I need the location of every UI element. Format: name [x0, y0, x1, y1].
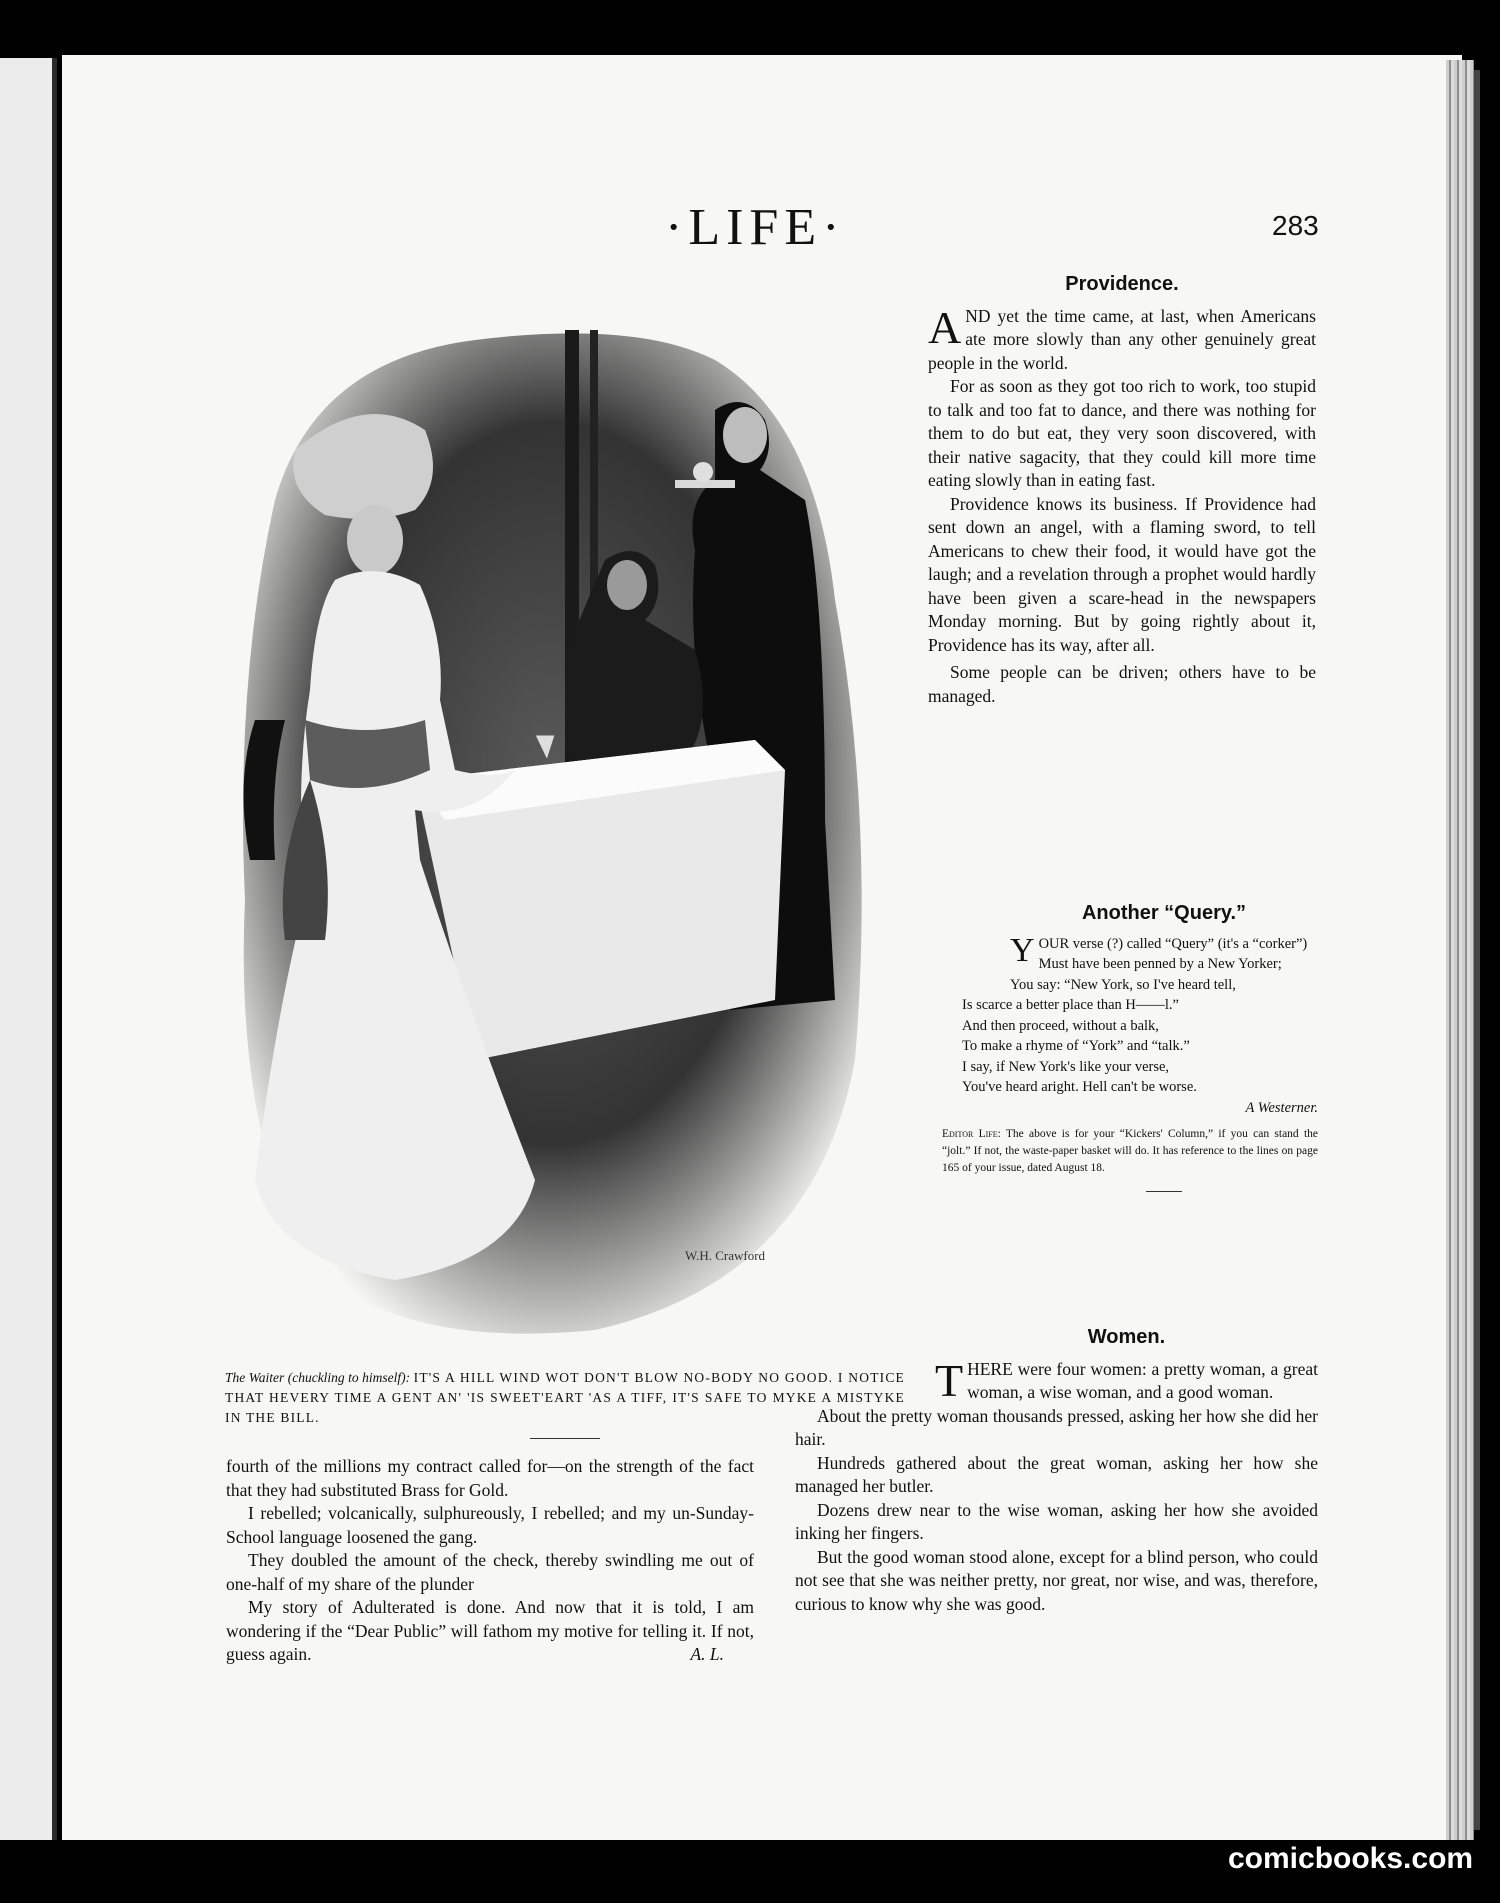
editor-note: [942, 1126, 1318, 1177]
poem-line: To make a rhyme of “York” and “talk.”: [962, 1038, 1190, 1054]
page-number: 283: [1272, 210, 1319, 241]
site-watermark: comicbooks.com: [1228, 1842, 1474, 1875]
providence-article: [928, 273, 1316, 708]
women-article: [795, 1326, 1318, 1616]
providence-paragraph-3: Providence knows its business. If Providence had sent down an angel, with a flaming sword, to tell Americans to chew their food, it would have got the laugh; and a revelation through a prophet would hardly have been given a scare-head in the newspapers Monday morning. But by going rightly about it, Providence has its way, after all.: [928, 493, 1316, 655]
providence-paragraph-1: [928, 301, 1316, 376]
editor-note-text: The above is for your “Kickers' Column,” if you can stand the “jolt.” If not, the waste-paper basket will do. It has reference to the lines on page 165 of your issue, dated August 18.: [942, 1128, 1318, 1174]
poem-line: Must have been penned by a New Yorker;: [1038, 956, 1282, 972]
providence-text: yet the time came, at last, when Americans ate more slowly than any other genuinely great people in the world.: [928, 305, 1316, 373]
left-article-paragraph: fourth of the millions my contract called for—on the strength of the fact that they had substituted Brass for Gold.: [226, 1456, 754, 1500]
dropcap: Y: [1010, 931, 1035, 969]
women-title: Women.: [1087, 1326, 1166, 1348]
women-paragraph-5: But the good woman stood alone, except for a blind person, who could not see that she was neither pretty, nor great, nor wise, and was, therefore, curious to know why she was good.: [795, 1546, 1318, 1614]
page-stack-edge: [1446, 60, 1474, 1840]
left-article-text: My story of Adulterated is done. And now that it is told, I am wondering if the “Dear Public” will fathom my motive for telling it. If not, guess again.: [226, 1597, 754, 1664]
smallcaps-lead: ND: [965, 305, 991, 326]
query-title: Another “Query.”: [1081, 902, 1247, 924]
providence-paragraph-4: Some people can be driven; others have to be managed.: [928, 662, 1316, 706]
left-article: [226, 1455, 754, 1667]
poem-line: You say: “New York, so I've heard tell,: [1010, 976, 1236, 993]
providence-title: Providence.: [1065, 273, 1179, 295]
poem-line: And then proceed, without a balk,: [962, 1017, 1159, 1034]
women-paragraph-1: [935, 1354, 1318, 1406]
left-page-margin: [0, 58, 57, 1840]
masthead: ·LIFE·: [665, 199, 846, 256]
poem-line: I say, if New York's like your verse,: [962, 1058, 1170, 1075]
women-paragraph-2: About the pretty woman thousands pressed, asking her how she did her hair.: [795, 1405, 1318, 1449]
query-signature: A Westerner.: [1245, 1099, 1318, 1116]
left-article-signature: A. L.: [690, 1644, 724, 1664]
women-text: were four women: a pretty woman, a great woman, a wise woman, and a good woman.: [967, 1358, 1318, 1402]
left-article-paragraph: [226, 1596, 754, 1667]
editor-label: Editor Life:: [942, 1128, 1001, 1140]
poem-line: You've heard aright. Hell can't be worse.: [962, 1079, 1197, 1095]
caption-text: IT'S A HILL WIND WOT DON'T BLOW NO-BODY NO GOOD. I NOTICE THAT HEVERY TIME A GENT AN' 'IS SWEET'EART 'AS A TIFF, IT'S SAFE TO MYKE A MISTYKE IN THE BILL.: [225, 1370, 906, 1425]
query-poem: [962, 931, 1318, 1119]
providence-paragraph-2: For as soon as they got too rich to work, too stupid to talk and too fat to dance, and there was nothing for them to do but eat, they very soon discovered, with their native sagacity, that they could kill more time eating slowly than in eating fast.: [928, 376, 1316, 490]
dropcap: T: [935, 1354, 964, 1406]
illustration-restaurant-scene: [215, 300, 935, 1340]
women-paragraph-4: Dozens drew near to the wise woman, asking her how she avoided inking her fingers.: [795, 1499, 1318, 1543]
illustration-signature: W.H. Crawford: [685, 1248, 766, 1263]
caption-divider: [530, 1438, 600, 1439]
smallcaps-lead: HERE: [967, 1358, 1013, 1379]
women-paragraph-3: Hundreds gathered about the great woman, asking her how she managed her butler.: [795, 1452, 1318, 1496]
query-article: [942, 902, 1318, 1202]
caption-speaker: The Waiter (chuckling to himself):: [225, 1370, 411, 1385]
left-page-edge: [52, 58, 57, 1840]
dropcap: A: [928, 301, 962, 353]
poem-line: OUR verse (?) called “Query” (it's a “corker”): [1038, 935, 1308, 952]
left-article-paragraph: I rebelled; volcanically, sulphureously, I rebelled; and my un-Sunday-School language loosened the gang.: [226, 1503, 754, 1547]
page-stack-shadow: [1474, 70, 1480, 1830]
poem-line: Is scarce a better place than H——l.”: [962, 997, 1179, 1013]
left-article-paragraph: They doubled the amount of the check, thereby swindling me out of one-half of my share of the plunder: [226, 1550, 754, 1594]
section-divider: [1146, 1191, 1182, 1192]
